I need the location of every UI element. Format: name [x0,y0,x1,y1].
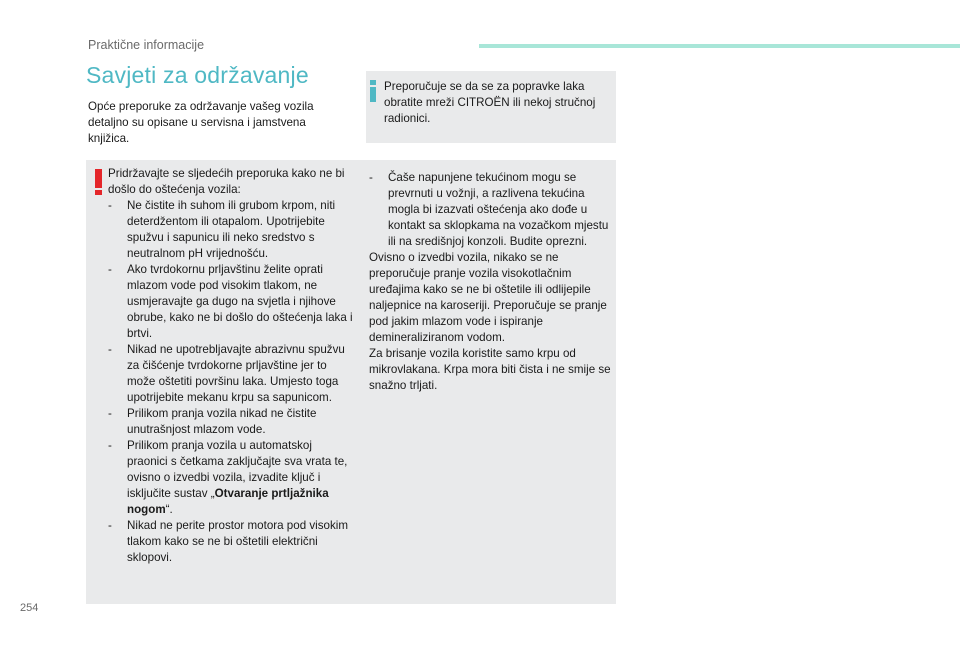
list-item-text: Prilikom pranja vozila nikad ne čistite unutrašnjost mlazom vode. [127,407,317,436]
list-item [369,170,611,250]
info-text: Preporučuje se da se za popravke laka obratite mreži CITROËN ili nekoj stručnoj radionici. [384,80,596,125]
list-item-text: Nikad ne upotrebljavajte abrazivnu spužvu za čišćenje tvrdokorne prljavštine jer to može oštetiti površinu laka. Umjesto toga upotrijebite mekanu krpu sa sapunicom. [127,343,345,404]
list-item-text-after: “. [165,503,173,516]
list-dash: - [108,519,112,532]
list-item-text: Ako tvrdokornu prljavštinu želite oprati mlazom vode pod visokim tlakom, ne usmjeravajte ga dugo na svjetla i njihove obrube, kako ne bi došlo do oštećenja laka i brtvi. [127,263,353,340]
list-item [108,262,353,342]
feature-name: Otvaranje prtljažnika nogom [127,487,329,516]
list-dash: - [369,171,373,184]
warning-column-right [369,170,611,394]
exclamation-icon [95,169,102,195]
info-icon [370,80,376,102]
warning-box [86,160,616,604]
section-accent-bar [479,44,960,48]
list-item-text: Ne čistite ih suhom ili grubom krpom, niti deterdžentom ili otapalom. Upotrijebite spužvu i sapunicu ili neko sredstvo s neutralnom pH vrijednošću. [127,199,336,260]
page-title: Savjeti za održavanje [86,62,309,88]
washing-paragraph: Ovisno o izvedbi vozila, nikako se ne preporučuje pranje vozila visokotlačnim uređajima kako se ne bi oštetile ili odlijepile naljepnice na karoseriji. Preporučuje se pranje pod jakim mlazom vode i ispiranje demineraliziranom vodom. [369,251,607,344]
wiping-paragraph: Za brisanje vozila koristite samo krpu od mikrovlakana. Krpa mora biti čista i ne smije se snažno trljati. [369,347,611,392]
section-label: Praktične informacije [88,38,205,52]
list-item [108,518,353,566]
list-dash: - [108,343,112,356]
list-dash: - [108,199,112,212]
warning-intro: Pridržavajte se sljedećih preporuka kako ne bi došlo do oštećenja vozila: [108,167,345,196]
list-item [108,198,353,262]
list-item-text: Čaše napunjene tekućinom mogu se prevrnuti u vožnji, a razlivena tekućina mogla bi izazvati oštećenja ako dođe u kontakt sa sklopkama na vozačkom mjestu ili na središnjoj konzoli. Budite oprezni. [388,171,609,248]
intro-paragraph: Opće preporuke za održavanje vašeg vozila detaljno su opisane u servisna i jamstvena knjižica. [88,100,314,145]
list-item [108,406,353,438]
list-dash: - [108,407,112,420]
list-item-text: Nikad ne perite prostor motora pod visokim tlakom kako se ne bi oštetili električni sklopovi. [127,519,349,564]
list-dash: - [108,263,112,276]
list-item [108,438,353,518]
page-number: 254 [20,602,39,614]
info-box [366,71,616,143]
list-item [108,342,353,406]
list-dash: - [108,439,112,452]
warning-column-left [108,166,353,566]
list-item-text-before: Prilikom pranja vozila u automatskoj praonici s četkama zaključajte sva vrata te, ovisno o izvedbi vozila, izvadite ključ i isključite sustav „ [127,439,348,500]
